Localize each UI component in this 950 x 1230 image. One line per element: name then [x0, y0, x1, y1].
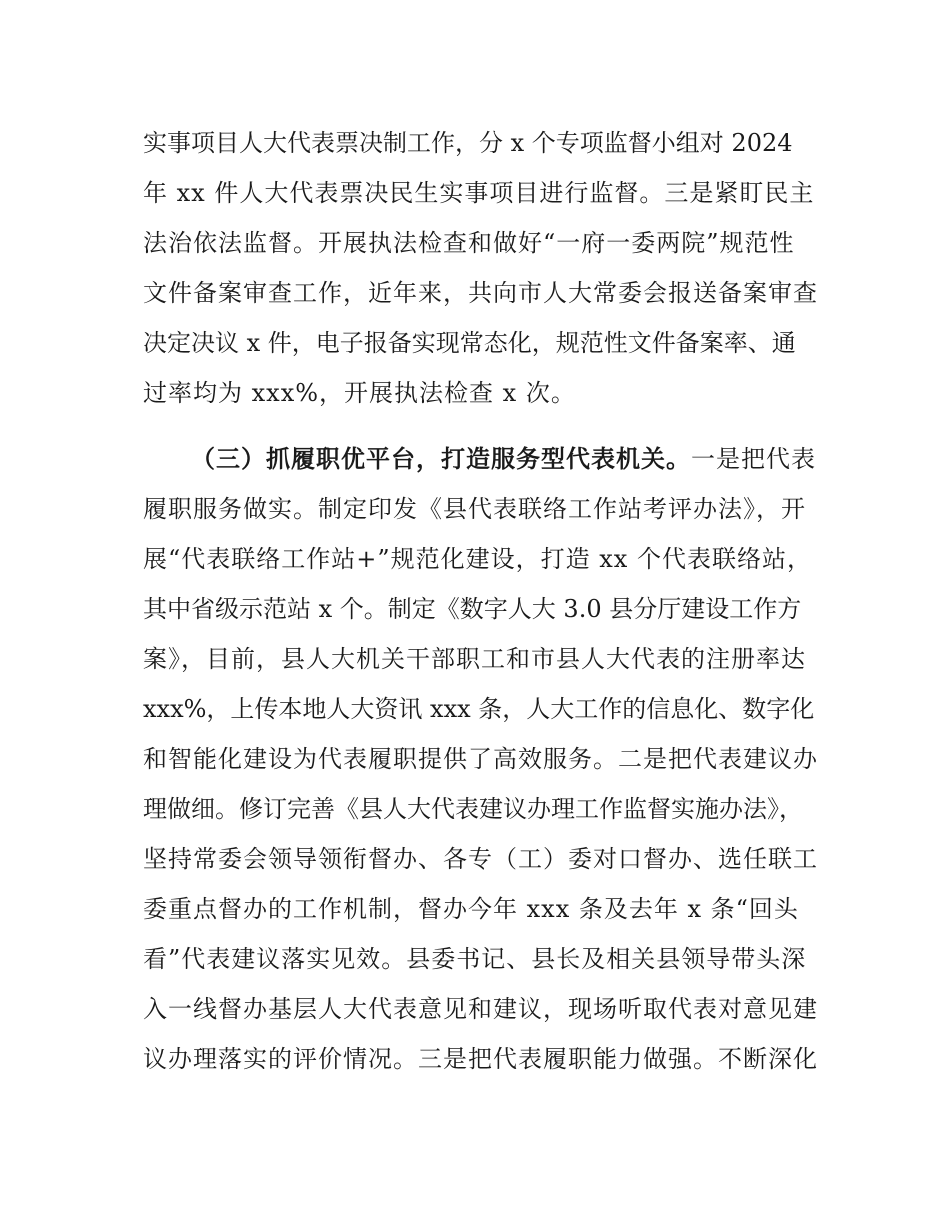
paragraph-line: 其中省级示范站 x 个。制定《数字人大 3.0 县分厅建设工作方: [143, 595, 802, 623]
paragraph-line: 履职服务做实。制定印发《县代表联络工作站考评办法》，开: [143, 495, 806, 523]
paragraph-line: 看”代表建议落实见效。县委书记、县长及相关县领导带头深: [143, 945, 807, 973]
paragraph-text: 一是把代表: [691, 445, 816, 473]
paragraph-line: 案》，目前，县人大机关干部职工和市县人大代表的注册率达: [143, 645, 806, 673]
paragraph-line: 理做细。修订完善《县人大代表建议办理工作监督实施办法》，: [143, 795, 803, 823]
paragraph-line: xxx%，上传本地人大资讯 xxx 条，人大工作的信息化、数字化: [143, 695, 815, 723]
paragraph-first-line: [191, 444, 823, 474]
paragraph-line: 法治依法监督。开展执法检查和做好“一府一委两院”规范性: [143, 229, 795, 257]
paragraph-line: 实事项目人大代表票决制工作，分 x 个专项监督小组对 2024: [143, 129, 793, 157]
paragraph-line: 入一线督办基层人大代表意见和建议，现场听取代表对意见建: [143, 995, 818, 1023]
paragraph-line: 年 xx 件人大代表票决民生实事项目进行监督。三是紧盯民主: [143, 179, 815, 207]
paragraph-line: 委重点督办的工作机制，督办今年 xxx 条及去年 x 条“回头: [143, 895, 799, 923]
paragraph-line: 文件备案审查工作，近年来，共向市人大常委会报送备案审查: [143, 279, 818, 307]
paragraph-line: 过率均为 xxx%，开展执法检查 x 次。: [143, 379, 576, 407]
paragraph-line: 和智能化建设为代表履职提供了高效服务。二是把代表建议办: [143, 745, 818, 773]
paragraph-line: 展“代表联络工作站+”规范化建设，打造 xx 个代表联络站，: [143, 545, 812, 573]
paragraph-line: 坚持常委会领导领衔督办、各专（工）委对口督办、选任联工: [143, 845, 818, 873]
paragraph-line: 议办理落实的评价情况。三是把代表履职能力做强。不断深化: [143, 1045, 818, 1073]
section-heading: （三）抓履职优平台，打造服务型代表机关。: [191, 444, 691, 473]
paragraph-line: 决定决议 x 件，电子报备实现常态化，规范性文件备案率、通: [143, 329, 796, 357]
